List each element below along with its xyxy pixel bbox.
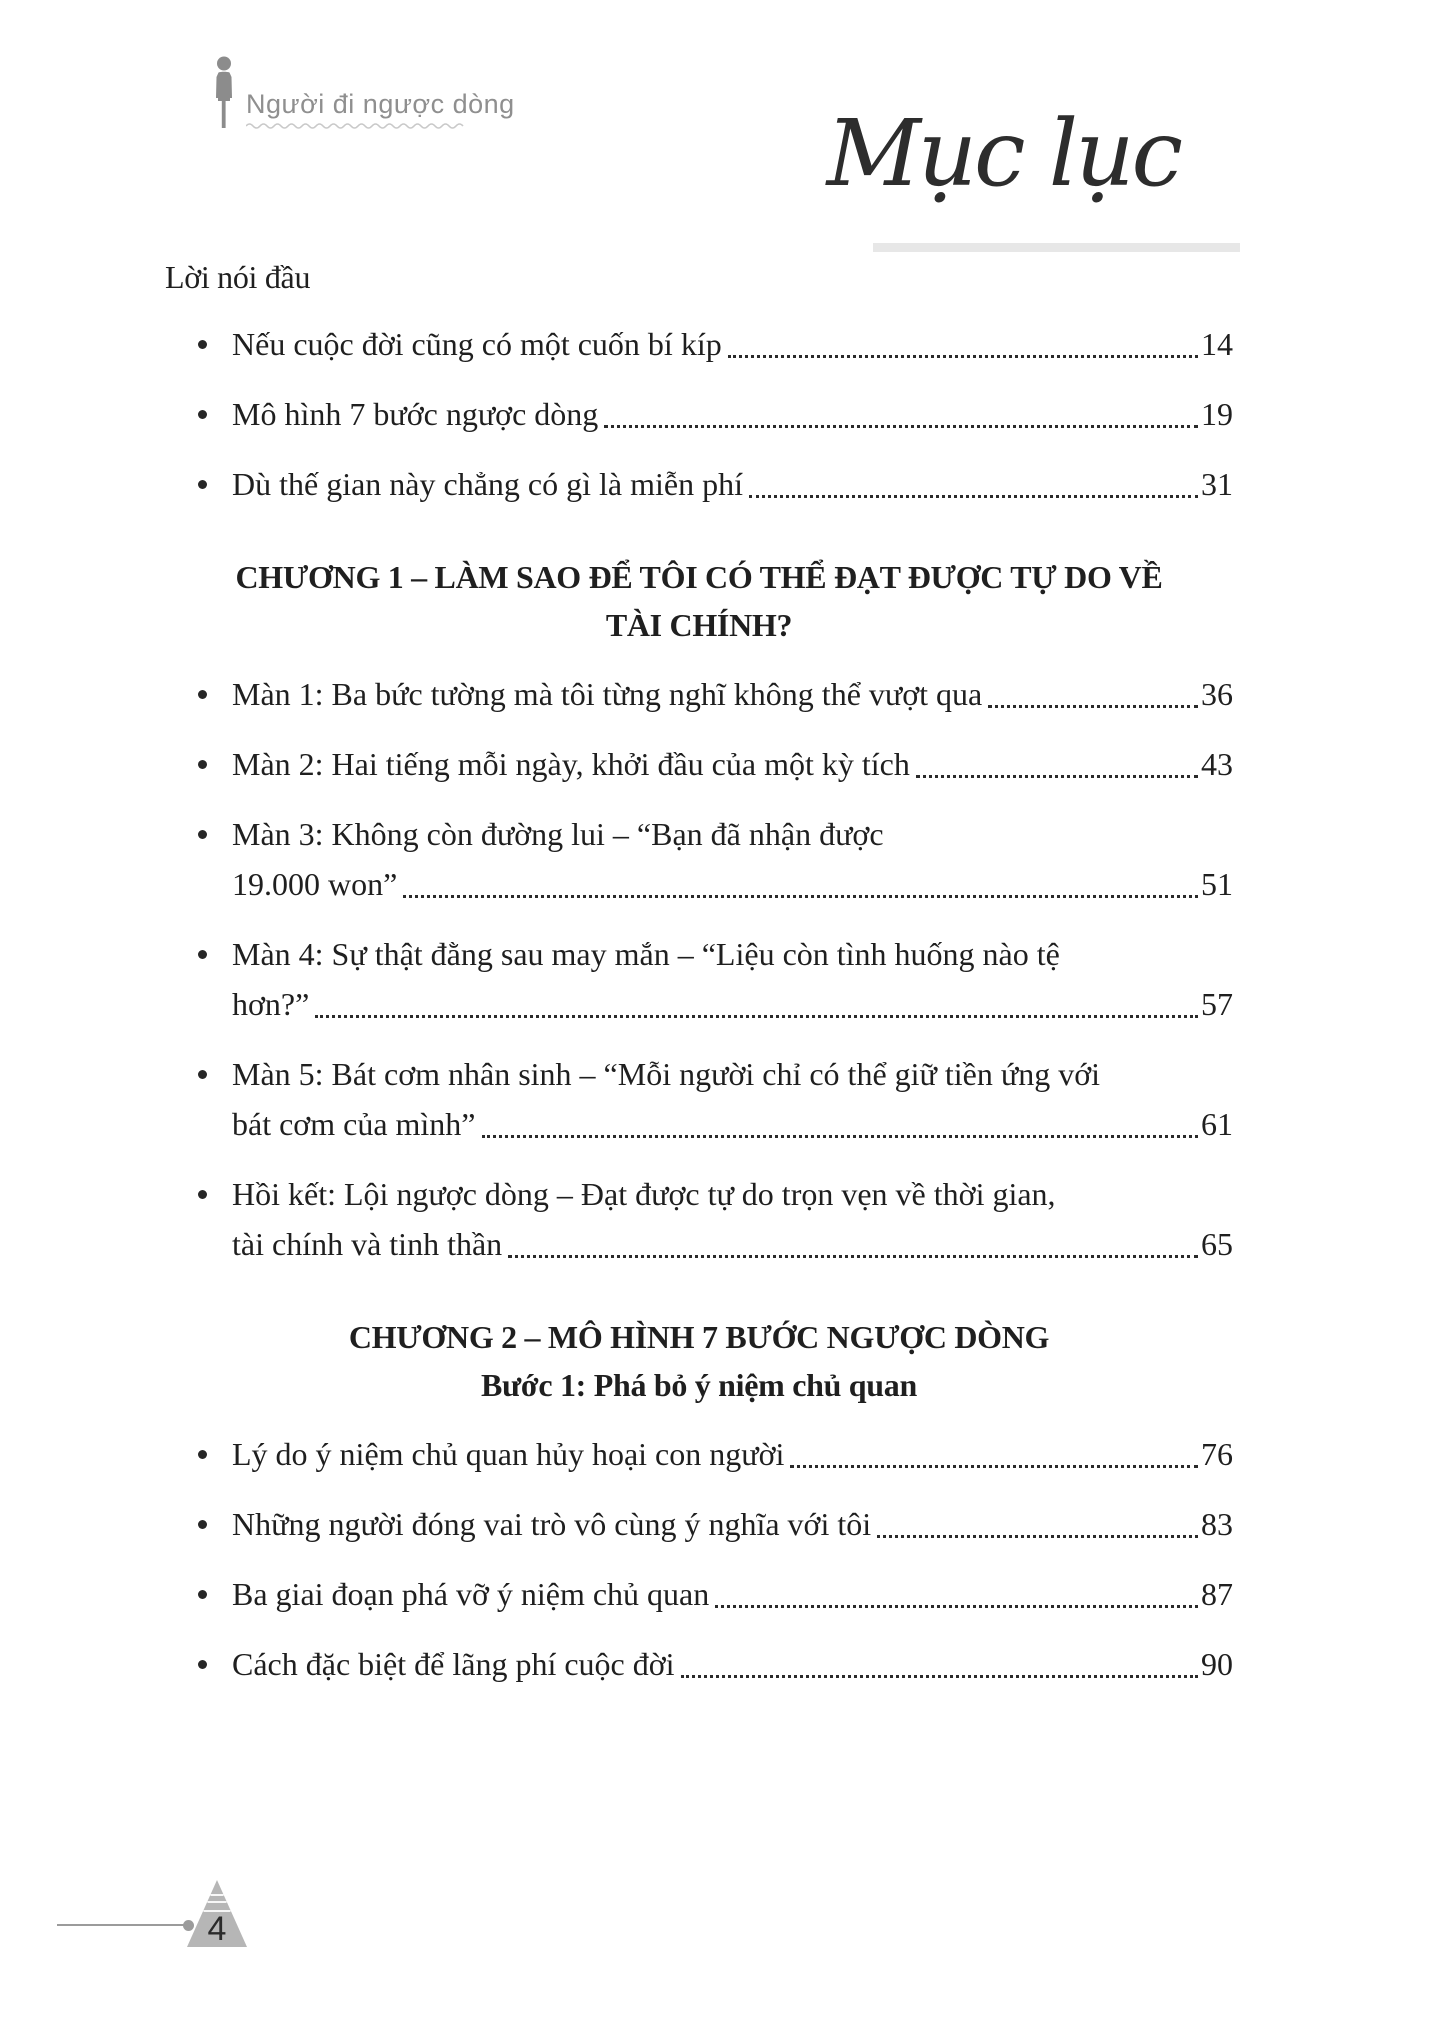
entry-page-number: 90 [1201, 1646, 1233, 1682]
toc-entry [165, 809, 1233, 909]
title-underline-bar [873, 243, 1240, 252]
bullet-icon [198, 1590, 207, 1599]
table-of-contents [165, 255, 1233, 1689]
entry-title: Màn 4: Sự thật đằng sau may mắn – “Liệu còn tình huống nào tệ [232, 936, 1060, 972]
toc-entry [165, 389, 1233, 439]
bullet-icon [198, 950, 207, 959]
entry-title: Màn 1: Ba bức tường mà tôi từng nghĩ không thể vượt qua [232, 676, 983, 712]
page-title: Mục lục [826, 100, 1180, 207]
bullet-icon [198, 480, 207, 489]
entry-title: Màn 3: Không còn đường lui – “Bạn đã nhận được [232, 816, 884, 852]
dot-leader [916, 775, 1198, 778]
dot-leader [728, 355, 1198, 358]
toc-section-chapter-1 [165, 553, 1233, 1269]
toc-entry [165, 1169, 1233, 1269]
entry-page-number: 51 [1201, 866, 1233, 902]
entry-page-number: 65 [1201, 1226, 1233, 1262]
entry-title: Ba giai đoạn phá vỡ ý niệm chủ quan [232, 1576, 710, 1612]
dot-leader [604, 425, 1198, 428]
entry-page-number: 19 [1201, 396, 1233, 432]
entry-page-number: 61 [1201, 1106, 1233, 1142]
entry-title: Cách đặc biệt để lãng phí cuộc đời [232, 1646, 675, 1682]
dot-leader [315, 1015, 1198, 1018]
toc-entry [165, 1049, 1233, 1149]
entry-title-continued: hơn?” [232, 986, 310, 1022]
dot-leader [877, 1535, 1198, 1538]
toc-entry [165, 1429, 1233, 1479]
bullet-icon [198, 830, 207, 839]
bullet-icon [198, 1660, 207, 1669]
entry-title-continued: tài chính và tinh thần [232, 1226, 503, 1262]
entry-page-number: 14 [1201, 326, 1233, 362]
entry-title: Màn 2: Hai tiếng mỗi ngày, khởi đầu của một kỳ tích [232, 746, 910, 782]
page-number: 4 [207, 1910, 227, 1948]
entry-page-number: 43 [1201, 746, 1233, 782]
person-icon [211, 56, 237, 130]
entry-page-number: 31 [1201, 466, 1233, 502]
entry-page-number: 76 [1201, 1436, 1233, 1472]
dot-leader [790, 1465, 1198, 1468]
entry-title: Lý do ý niệm chủ quan hủy hoại con người [232, 1436, 785, 1472]
entry-title-continued: bát cơm của mình” [232, 1106, 476, 1142]
bullet-icon [198, 1520, 207, 1529]
entry-title: Nếu cuộc đời cũng có một cuốn bí kíp [232, 326, 722, 362]
toc-entry [165, 669, 1233, 719]
bullet-icon [198, 410, 207, 419]
bullet-icon [198, 690, 207, 699]
footer-rule [57, 1924, 184, 1926]
entry-title-continued: 19.000 won” [232, 866, 398, 902]
bullet-icon [198, 1070, 207, 1079]
dot-leader [749, 495, 1198, 498]
entry-page-number: 57 [1201, 986, 1233, 1022]
running-head [211, 56, 515, 130]
dot-leader [508, 1255, 1198, 1258]
bullet-icon [198, 1450, 207, 1459]
dot-leader [482, 1135, 1199, 1138]
heading-line-1: CHƯƠNG 1 – LÀM SAO ĐỂ TÔI CÓ THỂ ĐẠT ĐƯỢC TỰ DO VỀ [235, 559, 1163, 595]
bullet-icon [198, 340, 207, 349]
pyramid-icon [187, 1880, 247, 1947]
entry-title: Mô hình 7 bước ngược dòng [232, 396, 599, 432]
toc-entry [165, 929, 1233, 1029]
toc-entry [165, 1639, 1233, 1689]
toc-section-chapter-2 [165, 1313, 1233, 1689]
entry-page-number: 83 [1201, 1506, 1233, 1542]
toc-entry [165, 1499, 1233, 1549]
toc-entry [165, 319, 1233, 369]
entry-page-number: 36 [1201, 676, 1233, 712]
heading-line-2: TÀI CHÍNH? [605, 607, 793, 643]
section-heading: Lời nói đầu [165, 259, 311, 295]
entry-title: Những người đóng vai trò vô cùng ý nghĩa với tôi [232, 1506, 872, 1542]
entry-page-number: 87 [1201, 1576, 1233, 1612]
dot-leader [403, 895, 1198, 898]
section-heading [165, 553, 1233, 649]
dot-leader [715, 1605, 1198, 1608]
heading-line-2: Bước 1: Phá bỏ ý niệm chủ quan [480, 1367, 917, 1403]
toc-entry [165, 1569, 1233, 1619]
heading-line-1: CHƯƠNG 2 – MÔ HÌNH 7 BƯỚC NGƯỢC DÒNG [348, 1319, 1050, 1355]
bullet-icon [198, 760, 207, 769]
toc-entry [165, 739, 1233, 789]
book-title-header: Người đi ngược dòng [246, 89, 515, 119]
dot-leader [988, 705, 1198, 708]
entry-title: Dù thế gian này chẳng có gì là miễn phí [232, 466, 743, 502]
section-heading [165, 1313, 1233, 1409]
toc-entry [165, 459, 1233, 509]
bullet-icon [198, 1190, 207, 1199]
entry-title: Màn 5: Bát cơm nhân sinh – “Mỗi người chỉ có thể giữ tiền ứng với [232, 1056, 1101, 1092]
entry-title: Hồi kết: Lội ngược dòng – Đạt được tự do trọn vẹn về thời gian, [232, 1176, 1056, 1212]
wavy-underline-icon [246, 121, 464, 130]
toc-section-preface [165, 255, 1233, 509]
dot-leader [681, 1675, 1198, 1678]
